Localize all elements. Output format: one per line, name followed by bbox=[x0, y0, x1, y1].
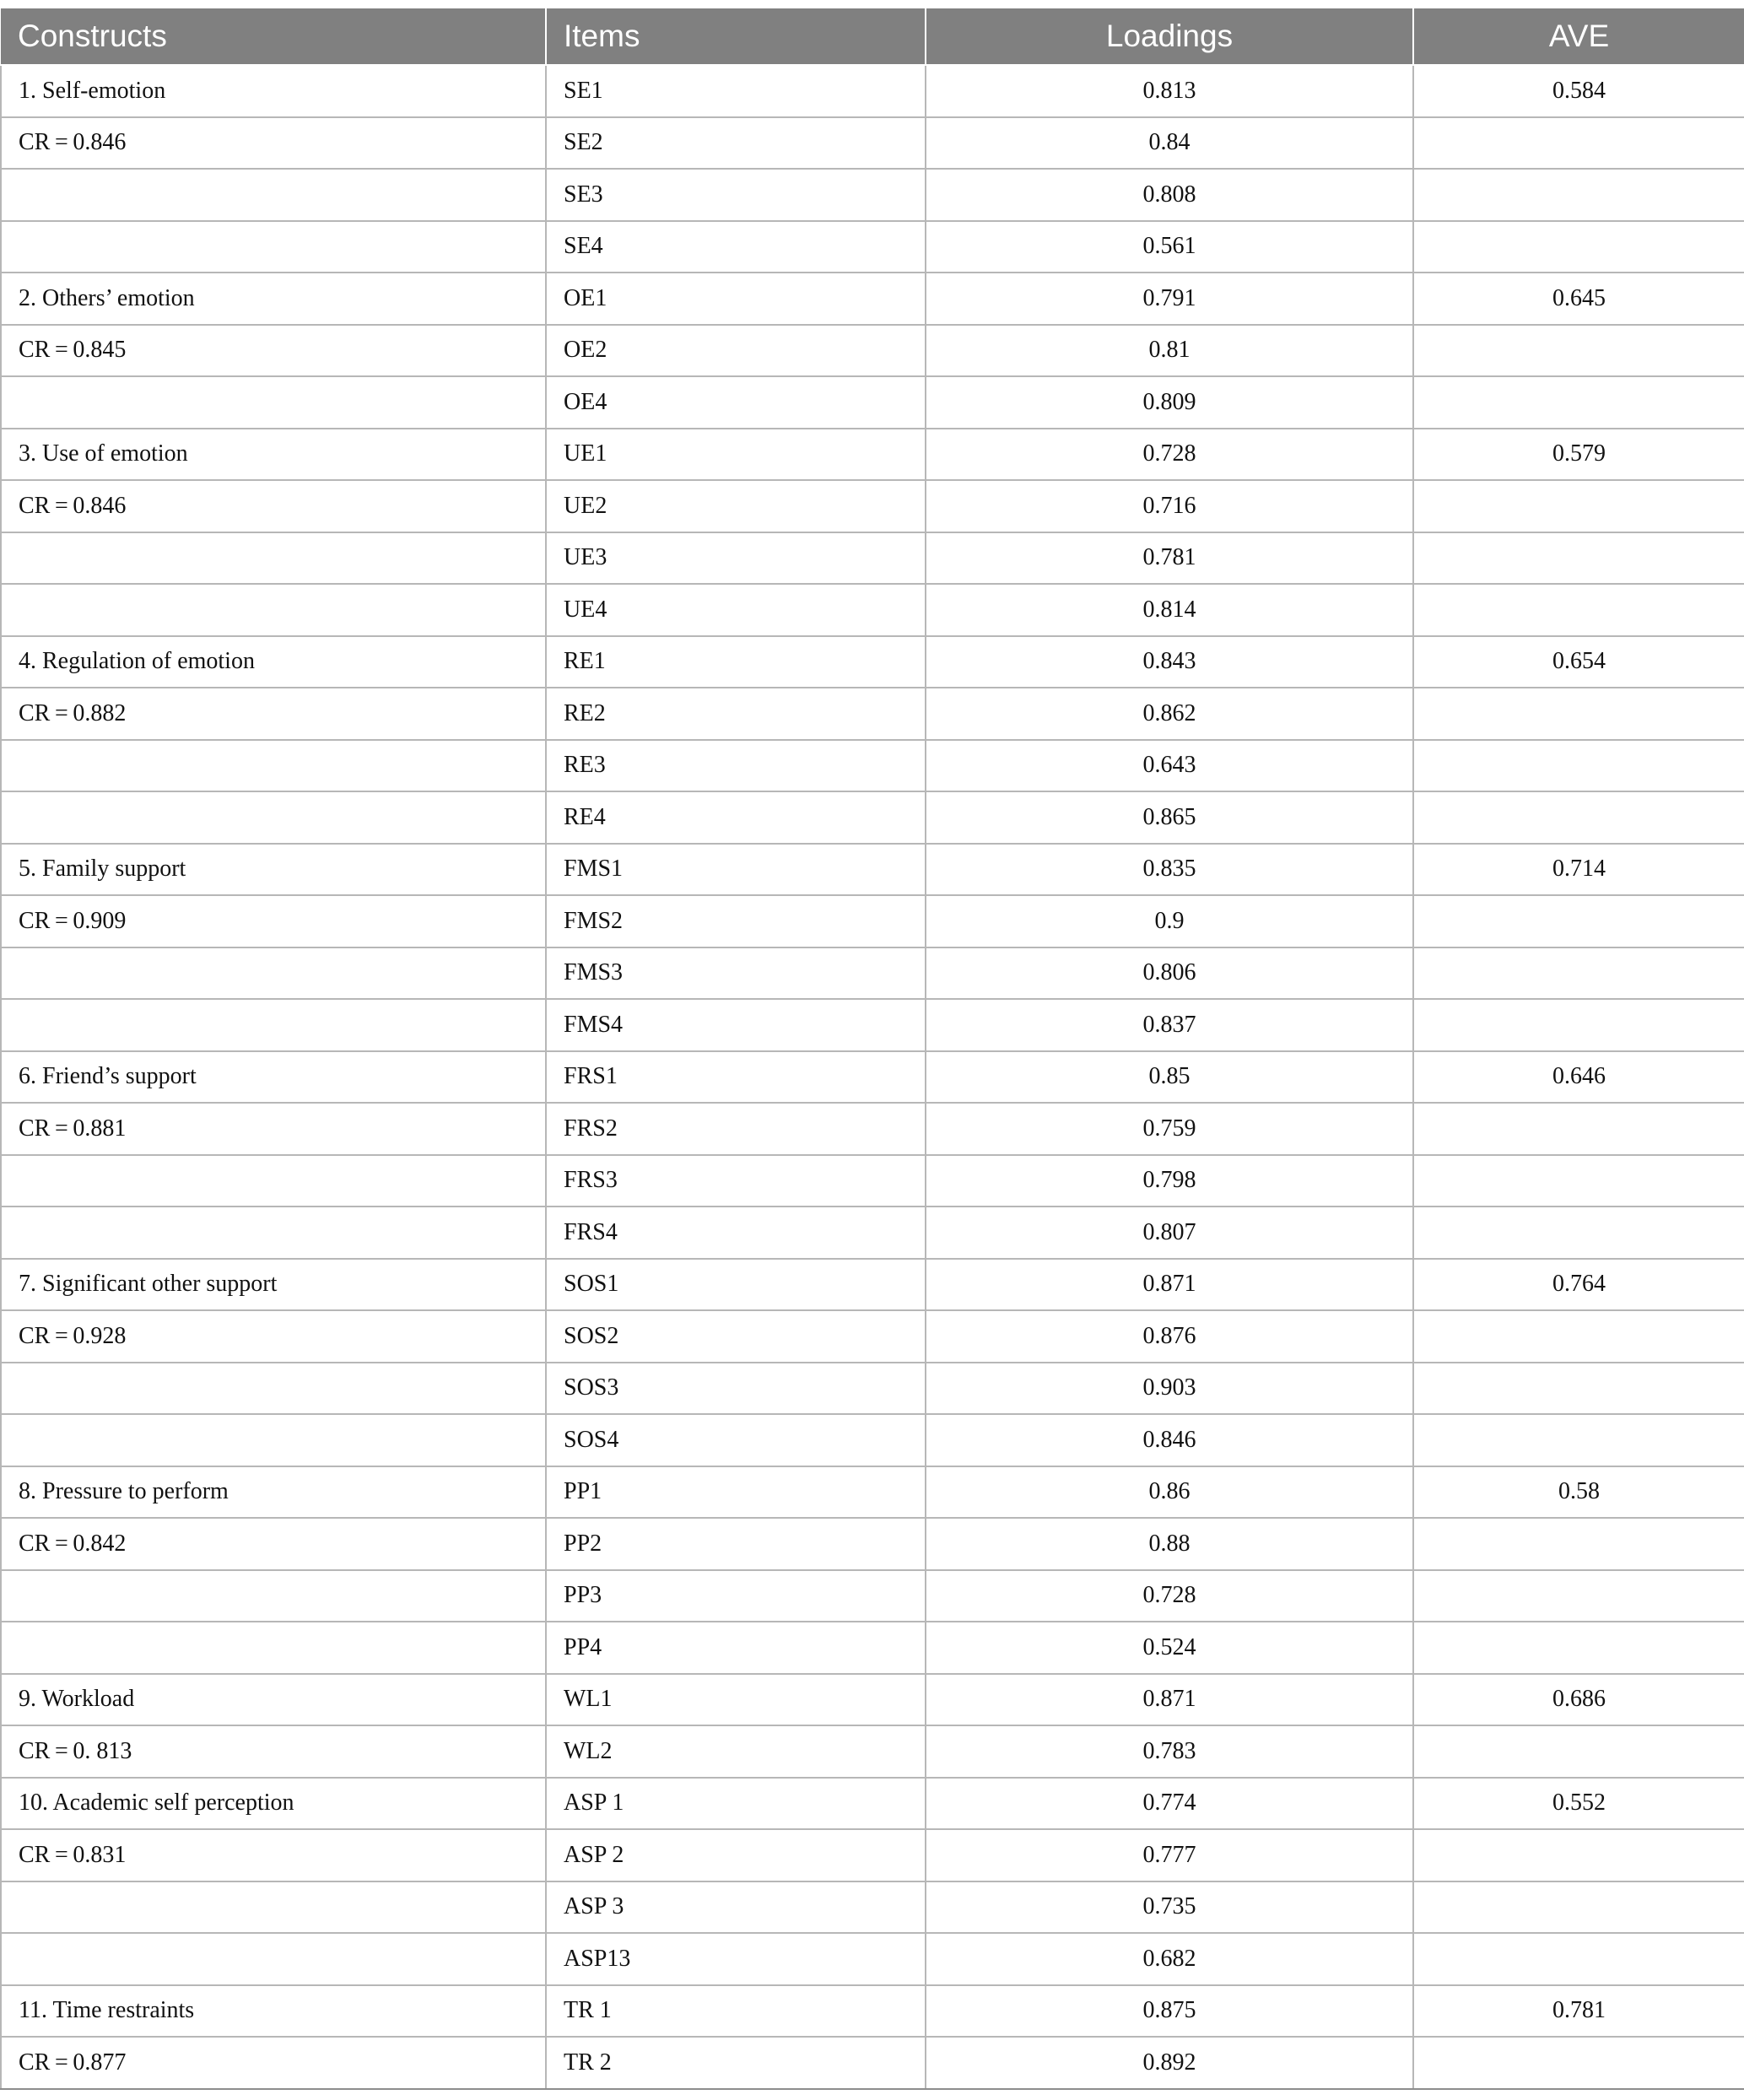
loading-cell: 0.871 bbox=[926, 1259, 1413, 1311]
item-cell: FRS2 bbox=[546, 1103, 926, 1155]
ave-cell bbox=[1413, 169, 1744, 221]
construct-cell bbox=[1, 221, 546, 273]
ave-cell bbox=[1413, 1933, 1744, 1985]
header-loadings: Loadings bbox=[926, 8, 1413, 65]
construct-cell bbox=[1, 169, 546, 221]
ave-cell bbox=[1413, 1518, 1744, 1570]
table-body bbox=[1, 65, 1744, 2089]
ave-cell bbox=[1413, 2037, 1744, 2089]
table-row bbox=[1, 221, 1744, 273]
loading-cell: 0.835 bbox=[926, 844, 1413, 896]
item-cell: OE4 bbox=[546, 376, 926, 429]
item-cell: RE1 bbox=[546, 636, 926, 688]
construct-cell bbox=[1, 1414, 546, 1466]
construct-cell bbox=[1, 584, 546, 636]
construct-cell: CR = 0.882 bbox=[1, 688, 546, 740]
table-row bbox=[1, 1570, 1744, 1622]
item-cell: FRS3 bbox=[546, 1155, 926, 1207]
item-cell: SOS2 bbox=[546, 1310, 926, 1363]
loading-cell: 0.524 bbox=[926, 1622, 1413, 1674]
ave-cell bbox=[1413, 1207, 1744, 1259]
data-table-container bbox=[0, 7, 1744, 2090]
ave-cell bbox=[1413, 1725, 1744, 1778]
construct-cell: CR = 0.877 bbox=[1, 2037, 546, 2089]
construct-cell bbox=[1, 1207, 546, 1259]
item-cell: PP1 bbox=[546, 1466, 926, 1519]
loading-cell: 0.84 bbox=[926, 117, 1413, 170]
loading-cell: 0.865 bbox=[926, 791, 1413, 844]
loading-cell: 0.837 bbox=[926, 999, 1413, 1051]
construct-cell: 7. Significant other support bbox=[1, 1259, 546, 1311]
item-cell: SE2 bbox=[546, 117, 926, 170]
ave-cell: 0.781 bbox=[1413, 1985, 1744, 2038]
ave-cell bbox=[1413, 947, 1744, 1000]
ave-cell bbox=[1413, 895, 1744, 947]
item-cell: WL1 bbox=[546, 1674, 926, 1726]
ave-cell: 0.654 bbox=[1413, 636, 1744, 688]
construct-cell: 4. Regulation of emotion bbox=[1, 636, 546, 688]
construct-cell: 6. Friend’s support bbox=[1, 1051, 546, 1104]
construct-cell: 8. Pressure to perform bbox=[1, 1466, 546, 1519]
ave-cell bbox=[1413, 1622, 1744, 1674]
table-row bbox=[1, 1310, 1744, 1363]
construct-cell: 2. Others’ emotion bbox=[1, 273, 546, 325]
construct-cell: CR = 0.846 bbox=[1, 480, 546, 532]
construct-cell: 1. Self-emotion bbox=[1, 65, 546, 117]
construct-cell: CR = 0. 813 bbox=[1, 1725, 546, 1778]
loading-cell: 0.871 bbox=[926, 1674, 1413, 1726]
ave-cell: 0.645 bbox=[1413, 273, 1744, 325]
construct-cell bbox=[1, 532, 546, 585]
item-cell: FRS4 bbox=[546, 1207, 926, 1259]
construct-cell bbox=[1, 1933, 546, 1985]
item-cell: SE1 bbox=[546, 65, 926, 117]
loading-cell: 0.777 bbox=[926, 1829, 1413, 1881]
table-row bbox=[1, 947, 1744, 1000]
table-row bbox=[1, 1829, 1744, 1881]
loading-cell: 0.682 bbox=[926, 1933, 1413, 1985]
item-cell: PP4 bbox=[546, 1622, 926, 1674]
construct-cell: CR = 0.909 bbox=[1, 895, 546, 947]
table-row bbox=[1, 273, 1744, 325]
item-cell: RE2 bbox=[546, 688, 926, 740]
table-row bbox=[1, 532, 1744, 585]
ave-cell bbox=[1413, 688, 1744, 740]
ave-cell: 0.58 bbox=[1413, 1466, 1744, 1519]
ave-cell bbox=[1413, 376, 1744, 429]
item-cell: FMS1 bbox=[546, 844, 926, 896]
ave-cell bbox=[1413, 221, 1744, 273]
loading-cell: 0.9 bbox=[926, 895, 1413, 947]
loading-cell: 0.759 bbox=[926, 1103, 1413, 1155]
ave-cell bbox=[1413, 740, 1744, 792]
construct-cell: CR = 0.881 bbox=[1, 1103, 546, 1155]
item-cell: ASP 3 bbox=[546, 1881, 926, 1934]
table-row bbox=[1, 844, 1744, 896]
ave-cell bbox=[1413, 1363, 1744, 1415]
table-row bbox=[1, 1414, 1744, 1466]
table-header bbox=[1, 8, 1744, 65]
table-row bbox=[1, 740, 1744, 792]
loading-cell: 0.807 bbox=[926, 1207, 1413, 1259]
loading-cell: 0.809 bbox=[926, 376, 1413, 429]
ave-cell bbox=[1413, 532, 1744, 585]
table-row bbox=[1, 480, 1744, 532]
item-cell: ASP 2 bbox=[546, 1829, 926, 1881]
loading-cell: 0.735 bbox=[926, 1881, 1413, 1934]
table-row bbox=[1, 325, 1744, 377]
table-row bbox=[1, 1518, 1744, 1570]
construct-cell: CR = 0.846 bbox=[1, 117, 546, 170]
item-cell: RE4 bbox=[546, 791, 926, 844]
ave-cell bbox=[1413, 791, 1744, 844]
item-cell: SE3 bbox=[546, 169, 926, 221]
item-cell: PP3 bbox=[546, 1570, 926, 1622]
item-cell: WL2 bbox=[546, 1725, 926, 1778]
loading-cell: 0.862 bbox=[926, 688, 1413, 740]
item-cell: UE1 bbox=[546, 429, 926, 481]
item-cell: FMS4 bbox=[546, 999, 926, 1051]
table-row bbox=[1, 65, 1744, 117]
ave-cell bbox=[1413, 1570, 1744, 1622]
table-row bbox=[1, 2037, 1744, 2089]
loading-cell: 0.791 bbox=[926, 273, 1413, 325]
item-cell: OE2 bbox=[546, 325, 926, 377]
loading-cell: 0.774 bbox=[926, 1778, 1413, 1830]
loading-cell: 0.728 bbox=[926, 429, 1413, 481]
table-row bbox=[1, 584, 1744, 636]
table-row bbox=[1, 1674, 1744, 1726]
loading-cell: 0.728 bbox=[926, 1570, 1413, 1622]
ave-cell: 0.579 bbox=[1413, 429, 1744, 481]
construct-cell bbox=[1, 1570, 546, 1622]
table-row bbox=[1, 1985, 1744, 2038]
table-row bbox=[1, 169, 1744, 221]
loading-cell: 0.88 bbox=[926, 1518, 1413, 1570]
construct-cell bbox=[1, 1881, 546, 1934]
table-row bbox=[1, 1103, 1744, 1155]
table-row bbox=[1, 1259, 1744, 1311]
ave-cell bbox=[1413, 1829, 1744, 1881]
construct-cell: CR = 0.831 bbox=[1, 1829, 546, 1881]
construct-cell: CR = 0.928 bbox=[1, 1310, 546, 1363]
table-row bbox=[1, 1363, 1744, 1415]
table-row bbox=[1, 117, 1744, 170]
table-row bbox=[1, 1778, 1744, 1830]
item-cell: FRS1 bbox=[546, 1051, 926, 1104]
construct-cell: 3. Use of emotion bbox=[1, 429, 546, 481]
item-cell: UE4 bbox=[546, 584, 926, 636]
item-cell: UE2 bbox=[546, 480, 926, 532]
construct-cell: 11. Time restraints bbox=[1, 1985, 546, 2038]
item-cell: ASP 1 bbox=[546, 1778, 926, 1830]
ave-cell: 0.714 bbox=[1413, 844, 1744, 896]
loading-cell: 0.85 bbox=[926, 1051, 1413, 1104]
table-row bbox=[1, 1725, 1744, 1778]
item-cell: FMS2 bbox=[546, 895, 926, 947]
table-row bbox=[1, 688, 1744, 740]
construct-cell bbox=[1, 740, 546, 792]
item-cell: UE3 bbox=[546, 532, 926, 585]
loading-cell: 0.814 bbox=[926, 584, 1413, 636]
ave-cell: 0.552 bbox=[1413, 1778, 1744, 1830]
item-cell: SE4 bbox=[546, 221, 926, 273]
ave-cell bbox=[1413, 325, 1744, 377]
loading-cell: 0.86 bbox=[926, 1466, 1413, 1519]
ave-cell: 0.584 bbox=[1413, 65, 1744, 117]
ave-cell: 0.764 bbox=[1413, 1259, 1744, 1311]
table-row bbox=[1, 1622, 1744, 1674]
header-constructs: Constructs bbox=[1, 8, 546, 65]
construct-cell: 10. Academic self perception bbox=[1, 1778, 546, 1830]
loading-cell: 0.81 bbox=[926, 325, 1413, 377]
item-cell: OE1 bbox=[546, 273, 926, 325]
ave-cell bbox=[1413, 999, 1744, 1051]
loading-cell: 0.843 bbox=[926, 636, 1413, 688]
loading-cell: 0.716 bbox=[926, 480, 1413, 532]
loading-cell: 0.783 bbox=[926, 1725, 1413, 1778]
loading-cell: 0.798 bbox=[926, 1155, 1413, 1207]
table-row bbox=[1, 1933, 1744, 1985]
construct-cell bbox=[1, 1155, 546, 1207]
item-cell: RE3 bbox=[546, 740, 926, 792]
table-row bbox=[1, 1051, 1744, 1104]
construct-cell bbox=[1, 999, 546, 1051]
ave-cell bbox=[1413, 1414, 1744, 1466]
item-cell: FMS3 bbox=[546, 947, 926, 1000]
ave-cell bbox=[1413, 1103, 1744, 1155]
loading-cell: 0.781 bbox=[926, 532, 1413, 585]
ave-cell: 0.646 bbox=[1413, 1051, 1744, 1104]
table-row bbox=[1, 1881, 1744, 1934]
ave-cell bbox=[1413, 1310, 1744, 1363]
table-row bbox=[1, 636, 1744, 688]
ave-cell bbox=[1413, 480, 1744, 532]
loading-cell: 0.892 bbox=[926, 2037, 1413, 2089]
item-cell: SOS4 bbox=[546, 1414, 926, 1466]
header-items: Items bbox=[546, 8, 926, 65]
loadings-table bbox=[0, 7, 1744, 2090]
construct-cell: CR = 0.842 bbox=[1, 1518, 546, 1570]
construct-cell: CR = 0.845 bbox=[1, 325, 546, 377]
construct-cell bbox=[1, 791, 546, 844]
item-cell: SOS1 bbox=[546, 1259, 926, 1311]
loading-cell: 0.806 bbox=[926, 947, 1413, 1000]
construct-cell bbox=[1, 947, 546, 1000]
header-ave: AVE bbox=[1413, 8, 1744, 65]
ave-cell bbox=[1413, 1155, 1744, 1207]
item-cell: TR 2 bbox=[546, 2037, 926, 2089]
table-row bbox=[1, 791, 1744, 844]
table-row bbox=[1, 895, 1744, 947]
table-row bbox=[1, 1207, 1744, 1259]
item-cell: PP2 bbox=[546, 1518, 926, 1570]
header-row bbox=[1, 8, 1744, 65]
ave-cell bbox=[1413, 584, 1744, 636]
item-cell: ASP13 bbox=[546, 1933, 926, 1985]
item-cell: SOS3 bbox=[546, 1363, 926, 1415]
loading-cell: 0.561 bbox=[926, 221, 1413, 273]
construct-cell bbox=[1, 1363, 546, 1415]
construct-cell: 9. Workload bbox=[1, 1674, 546, 1726]
table-row bbox=[1, 1155, 1744, 1207]
loading-cell: 0.643 bbox=[926, 740, 1413, 792]
construct-cell bbox=[1, 376, 546, 429]
loading-cell: 0.875 bbox=[926, 1985, 1413, 2038]
table-row bbox=[1, 376, 1744, 429]
table-row bbox=[1, 1466, 1744, 1519]
loading-cell: 0.808 bbox=[926, 169, 1413, 221]
ave-cell bbox=[1413, 1881, 1744, 1934]
loading-cell: 0.813 bbox=[926, 65, 1413, 117]
table-row bbox=[1, 999, 1744, 1051]
ave-cell bbox=[1413, 117, 1744, 170]
loading-cell: 0.876 bbox=[926, 1310, 1413, 1363]
table-row bbox=[1, 429, 1744, 481]
ave-cell: 0.686 bbox=[1413, 1674, 1744, 1726]
item-cell: TR 1 bbox=[546, 1985, 926, 2038]
loading-cell: 0.846 bbox=[926, 1414, 1413, 1466]
construct-cell bbox=[1, 1622, 546, 1674]
loading-cell: 0.903 bbox=[926, 1363, 1413, 1415]
construct-cell: 5. Family support bbox=[1, 844, 546, 896]
